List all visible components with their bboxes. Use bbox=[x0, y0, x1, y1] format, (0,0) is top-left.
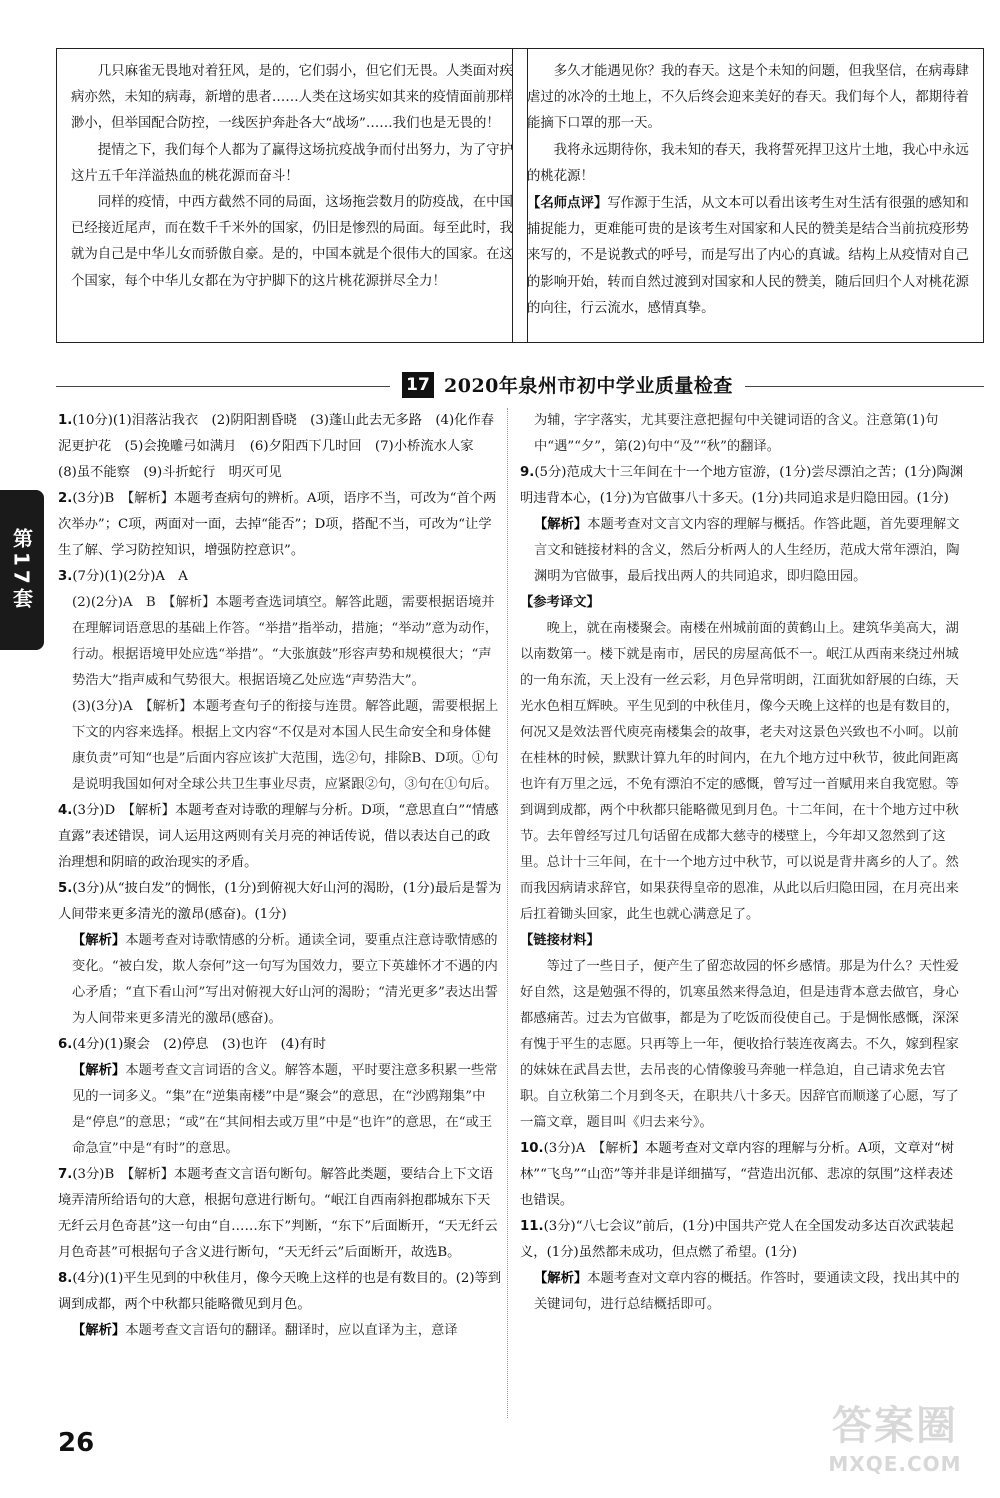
translation-paragraph: 晚上，就在南楼聚会。南楼在州城前面的黄鹤山上。建筑华美高大，湖以南数第一。楼下就是南市，居民的房屋高低不一。岷江从西南来绕过州城的一角东流，天上没有一丝云彩，月色异常明朗，江面犹如舒展的白练，天光水色相互辉映。平生见到的中秋佳月，像今天晚上这样的也是有数目的，何况又是效法晋代庾亮南楼集会的故事，老夫对这景色兴致也不小呵。以前在桂林的时候，默默计算九年的时间内，在九个地方过中秋节，彼此间距离也许有万里之远，不免有漂泊不定的感慨，曾写过一首赋用来自我宽慰。等到调到成都，两个中秋都只能略微见到月色。十二年间，在十个地方过中秋节。去年曾经写过几句话留在成都大慈寺的楼壁上，今年却又忽然到了这里。总计十三年间，在十一个地方过中秋节，可以说是背井离乡的人了。然而我因病请求辞官，如果获得皇帝的恩准，从此以后归隐田园，在月亮出来后扛着锄头回家，此生也就心满意足了。 bbox=[520, 621, 959, 922]
section-header bbox=[56, 365, 984, 409]
explanation-tag: 【解析】 bbox=[534, 1271, 588, 1286]
question-number: 1. bbox=[58, 413, 73, 428]
explanation-text: 本题考查对文言文内容的理解与概括。作答此题，首先要理解文言文和链接材料的含义，然后分析两人的人生经历，范成大常年漂泊，陶渊明为官做事，最后找出两人的共同追求，即归隐田园。 bbox=[534, 517, 960, 584]
answer-text: (3分)B 【解析】本题考查病句的辨析。A项，语序不当，可改为“首个两次举办”；C项，两面对一面，去掉“能否”；D项，搭配不当，可改为“让学生了解、学习防控知识，增强防控意识”。 bbox=[58, 491, 497, 558]
side-tab bbox=[0, 490, 44, 650]
question-number: 3. bbox=[58, 569, 73, 584]
column-separator bbox=[507, 408, 508, 1418]
essay-paragraph-5: 我将永远期待你，我未知的春天，我将誓死捍卫这片土地，我心中永远的桃花源！ bbox=[527, 142, 969, 184]
answer-text: (10分)(1)泪落沾我衣 (2)阴阳割昏晓 (3)蓬山此去无多路 (4)化作春泥更护花 (5)会挽雕弓如满月 (6)夕阳西下几时回 (7)小桥流水人家 (8)虽不能察 (9)斗折蛇行 明灭可见 bbox=[58, 413, 495, 480]
essay-paragraph-2: 提情之下，我们每个人都为了赢得这场抗疫战争而付出努力，为了守护这片五千年洋溢热血的桃花源而奋斗！ bbox=[71, 142, 513, 184]
answer-text: (3分)“八七会议”前后，(1分)中国共产党人在全国发动多达百次武装起义，(1分)虽然都未成功，但点燃了希望。(1分) bbox=[520, 1219, 954, 1260]
essay-paragraph-4: 多久才能遇见你？我的春天。这是个未知的问题，但我坚信，在病毒肆虐过的冰冷的土地上，不久后终会迎来美好的春天。我们每个人，都期待着能摘下口罩的那一天。 bbox=[527, 64, 969, 132]
explanation-continuation: 为辅，字字落实，尤其要注意把握句中关键词语的含义。注意第(1)句中“遇”“夕”，第(2)句中“及”“秋”的翻译。 bbox=[534, 413, 939, 454]
watermark bbox=[800, 1400, 990, 1490]
explanation-tag: 【解析】 bbox=[72, 933, 126, 948]
explanation-block bbox=[58, 1318, 502, 1344]
explanation-block bbox=[58, 694, 502, 798]
answer-item bbox=[520, 460, 964, 512]
watermark-main: 答案圈 bbox=[832, 1402, 958, 1449]
translation-paragraph: 等过了一些日子，便产生了留恋故园的怀乡感情。那是为什么？天性爱好自然，这是勉强不得的，饥寒虽然来得急迫，但是违背本意去做官，身心都感痛苦。过去为官做事，都是为了吃饭而役使自己。于是惆怅感慨，深深有愧于平生的志愿。只再等上一年，便收拾行装连夜离去。不久，嫁到程家的妹妹在武昌去世，去吊丧的心情像骏马奔驰一样急迫，自己请求免去官职。自立秋第二个月到冬天，在职共八十多天。因辞官而顺遂了心愿，写了一篇文章，题目叫《归去来兮》。 bbox=[520, 959, 959, 1130]
answer-text: (3分)从“披白发”的惆怅，(1分)到俯视大好山河的渴盼，(1分)最后是誓为人间带来更多清光的激昂(感奋)。(1分) bbox=[58, 881, 502, 922]
explanation-text: (3)(3分)A 【解析】本题考查句子的衔接与连贯。解答此题，需要根据上下文的内容来选择。根据上文内容“不仅是对本国人民生命安全和身体健康负责”可知“也是”后面内容应该扩大范围，选②句，排除B、D项。①句是说明我国如何对全球公共卫生事业尽责，应紧跟②句，③句在①句后。 bbox=[72, 699, 499, 792]
question-number: 7. bbox=[58, 1167, 73, 1182]
answer-text: (7分)(1)(2分)A A bbox=[72, 569, 188, 584]
block-heading: 【参考译文】 bbox=[520, 595, 600, 610]
question-number: 6. bbox=[58, 1037, 73, 1052]
explanation-block bbox=[520, 512, 964, 590]
block-heading: 【链接材料】 bbox=[520, 933, 600, 948]
explanation-block bbox=[58, 928, 502, 1032]
essay-paragraph-1: 几只麻雀无畏地对着狂风，是的，它们弱小，但它们无畏。人类面对疾病亦然，未知的病毒，新增的患者……人类在这场实如其来的疫情面前那样渺小，但举国配合防控，一线医护奔赴各大“战场”……我们也是无畏的！ bbox=[71, 64, 513, 132]
answer-item bbox=[58, 1032, 502, 1058]
answer-item bbox=[58, 408, 502, 486]
page-number: 26 bbox=[58, 1428, 95, 1458]
answer-text: (3分)D 【解析】本题考查对诗歌的理解与分析。D项，“意思直白”“情感直露”表述错误，词人运用这两则有关月亮的神话传说，借以表达自己的政治理想和阴暗的政治现实的矛盾。 bbox=[58, 803, 499, 870]
question-number: 10. bbox=[520, 1141, 544, 1156]
explanation-text: 本题考查文言语句的翻译。翻译时，应以直译为主，意译 bbox=[125, 1323, 458, 1338]
explanation-tag: 【解析】 bbox=[72, 1323, 126, 1338]
explanation-text: 本题考查文言词语的含义。解答本题，平时要注意多积累一些常见的一词多义。“集”在“逆集南楼”中是“聚会”的意思，在“沙鸥翔集”中是“停息”的意思；“或”在“其间相去或万里”中是“也许”的意思，在“或王命急宣”中是“有时”的意思。 bbox=[72, 1063, 498, 1156]
question-number: 4. bbox=[58, 803, 73, 818]
explanation-block bbox=[58, 1058, 502, 1162]
answer-column-left bbox=[58, 408, 502, 1418]
section-title: 2020年泉州市初中学业质量检查 bbox=[444, 375, 733, 397]
watermark-sub: MXQE.COM bbox=[828, 1452, 962, 1476]
explanation-text: (2)(2分)A B 【解析】本题考查选词填空。解答此题，需要根据语境并在理解词语意思的基础上作答。“举措”指举动，措施；“举动”意为动作，行动。根据语境甲处应选“举措”。“大张旗鼓”形容声势和规模很大；“声势浩大”指声威和气势很大。根据语境乙处应选“声势浩大”。 bbox=[72, 595, 499, 688]
answer-item bbox=[58, 798, 502, 876]
answer-column-right bbox=[520, 408, 964, 1418]
question-number: 9. bbox=[520, 465, 535, 480]
explanation-tag: 【解析】 bbox=[534, 517, 588, 532]
explanation-text: 本题考查对诗歌情感的分析。通读全词，要重点注意诗歌情感的变化。“被白发，欺人奈何”这一句写为国效力，要立下英雄怀才不遇的内心矛盾；“直下看山河”写出对俯视大好山河的渴盼；“清光更多”表达出誓为人间带来更多清光的激昂(感奋)。 bbox=[72, 933, 499, 1026]
explanation-block bbox=[520, 1266, 964, 1318]
answer-item bbox=[58, 1162, 502, 1266]
side-tab-label: 第17套 bbox=[9, 528, 34, 612]
answer-text: (3分)B 【解析】本题考查文言语句断句。解答此类题，要结合上下文语境弄清所给语句的大意，根据句意进行断句。“岷江自西南斜抱郡城东下天无纤云月色奇甚”这一句由“自……东下”判断，“东下”后面断开，“天无纤云月色奇甚”可根据句子含义进行断句，“天无纤云”后面断开，故选B。 bbox=[58, 1167, 498, 1260]
answer-text: (5分)范成大十三年间在十一个地方宦游，(1分)尝尽漂泊之苦；(1分)陶渊明违背本心，(1分)为官做事八十多天。(1分)共同追求是归隐田园。(1分) bbox=[520, 465, 964, 506]
answer-text: (3分)A 【解析】本题考查对文章内容的理解与分析。A项，文章对“树林”“飞鸟”“山峦”等并非是详细描写，“营造出沉郁、悲凉的氛围”这样表述也错误。 bbox=[520, 1141, 955, 1208]
answer-item bbox=[58, 876, 502, 928]
question-number: 5. bbox=[58, 881, 73, 896]
top-left-box bbox=[56, 48, 528, 343]
question-number: 2. bbox=[58, 491, 73, 506]
answer-item bbox=[58, 1266, 502, 1318]
section-title-wrap bbox=[390, 371, 745, 398]
answer-item bbox=[58, 564, 502, 590]
teacher-comment-label: 【名师点评】 bbox=[527, 195, 608, 212]
teacher-comment bbox=[527, 190, 969, 322]
answer-text: (4分)(1)平生见到的中秋佳月，像今天晚上这样的也是有数目的。(2)等到调到成都，两个中秋都只能略微见到月色。 bbox=[58, 1271, 502, 1312]
answer-item bbox=[520, 1136, 964, 1214]
explanation-tag: 【解析】 bbox=[72, 1063, 126, 1078]
explanation-text: 本题考查对文章内容的概括。作答时，要通读文段，找出其中的关键词句，进行总结概括即可。 bbox=[534, 1271, 960, 1312]
explanation-block bbox=[58, 590, 502, 694]
teacher-comment-text: 写作源于生活，从文本可以看出该考生对生活有很强的感知和捕捉能力，更难能可贵的是该考生对国家和人民的赞美是结合当前抗疫形势来写的，不是说教式的呼号，而是写出了内心的真诚。结构上从疫情对自己的影响开始，转而自然过渡到对国家和人民的赞美，随后回归个人对桃花源的向往，行云流水，感情真挚。 bbox=[527, 196, 969, 316]
top-right-box bbox=[512, 48, 984, 343]
section-number-badge: 17 bbox=[402, 372, 434, 398]
essay-paragraph-3: 同样的疫情，中西方截然不同的局面，这场拖尝数月的防疫战，在中国已经接近尾声，而在数千千米外的国家，仍旧是惨烈的局面。每至此时，我就为自己是中华儿女而骄傲自豪。是的，中国本就是个很伟大的国家。在这个国家，每个中华儿女都在为守护脚下的这片桃花源拼尽全力！ bbox=[71, 195, 513, 289]
question-number: 11. bbox=[520, 1219, 544, 1234]
answer-text: (4分)(1)聚会 (2)停息 (3)也许 (4)有时 bbox=[72, 1037, 327, 1052]
question-number: 8. bbox=[58, 1271, 73, 1286]
answer-item bbox=[58, 486, 502, 564]
answer-item bbox=[520, 1214, 964, 1266]
